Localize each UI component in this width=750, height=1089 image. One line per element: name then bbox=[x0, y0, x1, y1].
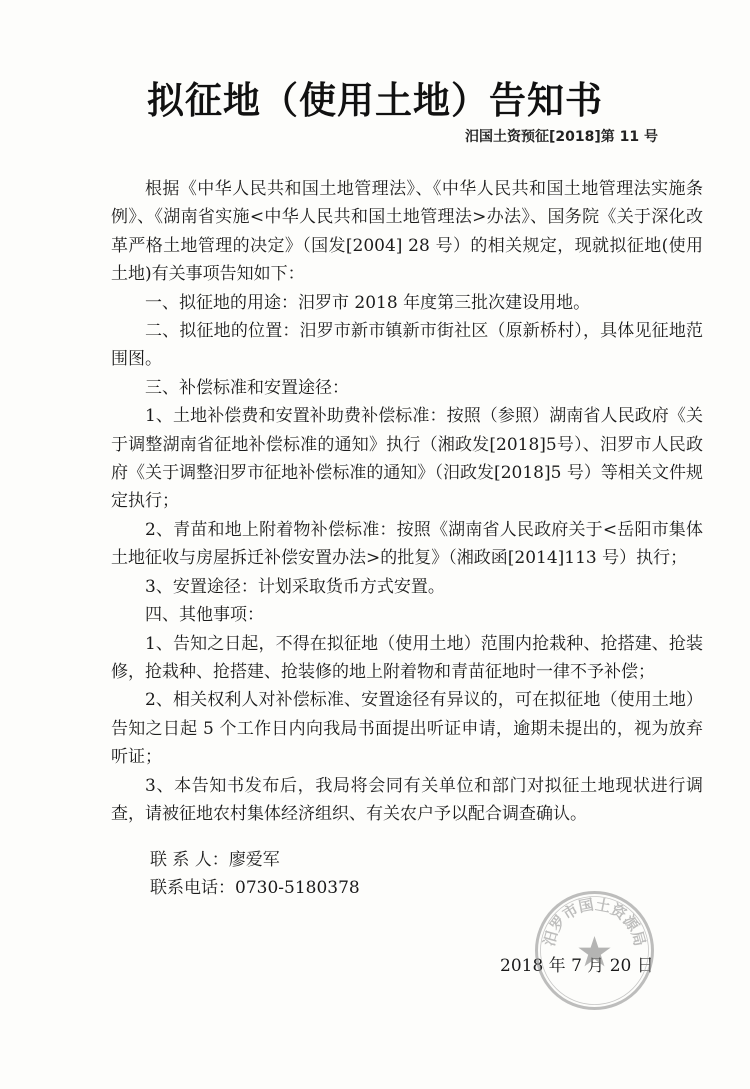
paragraph-other-2: 2、相关权利人对补偿标准、安置途径有异议的，可在拟征地（使用土地）告知之日起 5 个工作日内向我局书面提出听证申请，逾期未提出的，视为放弃听证； bbox=[111, 690, 703, 768]
paragraph-other-3: 3、本告知书发布后，我局将会同有关单位和部门对拟征土地现状进行调查，请被征地农村集体经济组织、有关农户予以配合调查确认。 bbox=[111, 775, 703, 824]
document-body bbox=[111, 175, 703, 828]
paragraph-compensation-1: 1、土地补偿费和安置补助费补偿标准：按照（参照）湖南省人民政府《关于调整湖南省征地补偿标准的通知》执行（湘政发[2018]5号）、汨罗市人民政府《关于调整汨罗市征地补偿标准的通知》（汨政发[2018]5 号）等相关文件规定执行； bbox=[111, 406, 703, 512]
seal-text: 汨罗市国土资源局 bbox=[539, 895, 650, 948]
paragraph-other-1: 1、告知之日起，不得在拟征地（使用土地）范围内抢栽种、抢搭建、抢装修，抢栽种、抢搭建、抢装修的地上附着物和青苗征地时一律不予补偿； bbox=[111, 633, 703, 682]
contact-person bbox=[150, 845, 280, 870]
seal-graphic bbox=[532, 888, 657, 1013]
paragraph-compensation-3: 3、安置途径：计划采取货币方式安置。 bbox=[145, 576, 445, 597]
contact-phone bbox=[150, 873, 360, 898]
document-title: 拟征地（使用土地）告知书 bbox=[147, 79, 603, 122]
paragraph-compensation-heading: 三、补偿标准和安置途径： bbox=[145, 377, 349, 398]
seal-star-icon bbox=[578, 936, 610, 966]
paragraph-compensation-2: 2、青苗和地上附着物补偿标准：按照《湖南省人民政府关于<岳阳市集体土地征收与房屋拆迁补偿安置办法>的批复》（湘政函[2014]113 号）执行； bbox=[111, 519, 703, 569]
official-seal bbox=[532, 888, 657, 1013]
contact-phone-label: 联系电话： bbox=[150, 878, 235, 898]
document-date: 2018 年 7 月 20 日 bbox=[500, 956, 654, 976]
document-number: 汨国土资预征[2018]第 11 号 bbox=[465, 129, 658, 145]
paragraph-other-heading: 四、其他事项： bbox=[145, 605, 264, 626]
contact-phone-number: 0730-5180378 bbox=[235, 878, 360, 898]
paragraph-intro: 根据《中华人民共和国土地管理法》、《中华人民共和国土地管理法实施条例》、《湖南省实施<中华人民共和国土地管理法>办法》、国务院《关于深化改革严格土地管理的决定》（国发[2004] 28 号）的相关规定，现就拟征地(使用土地)有关事项告知如下： bbox=[111, 179, 703, 285]
contact-person-label: 联 系 人： bbox=[150, 850, 229, 870]
paragraph-purpose: 一、拟征地的用途：汨罗市 2018 年度第三批次建设用地。 bbox=[145, 292, 591, 313]
paragraph-location: 二、拟征地的位置：汨罗市新市镇新市街社区（原新桥村），具体见征地范围图。 bbox=[111, 321, 703, 370]
contact-person-name: 廖爱军 bbox=[228, 850, 280, 870]
